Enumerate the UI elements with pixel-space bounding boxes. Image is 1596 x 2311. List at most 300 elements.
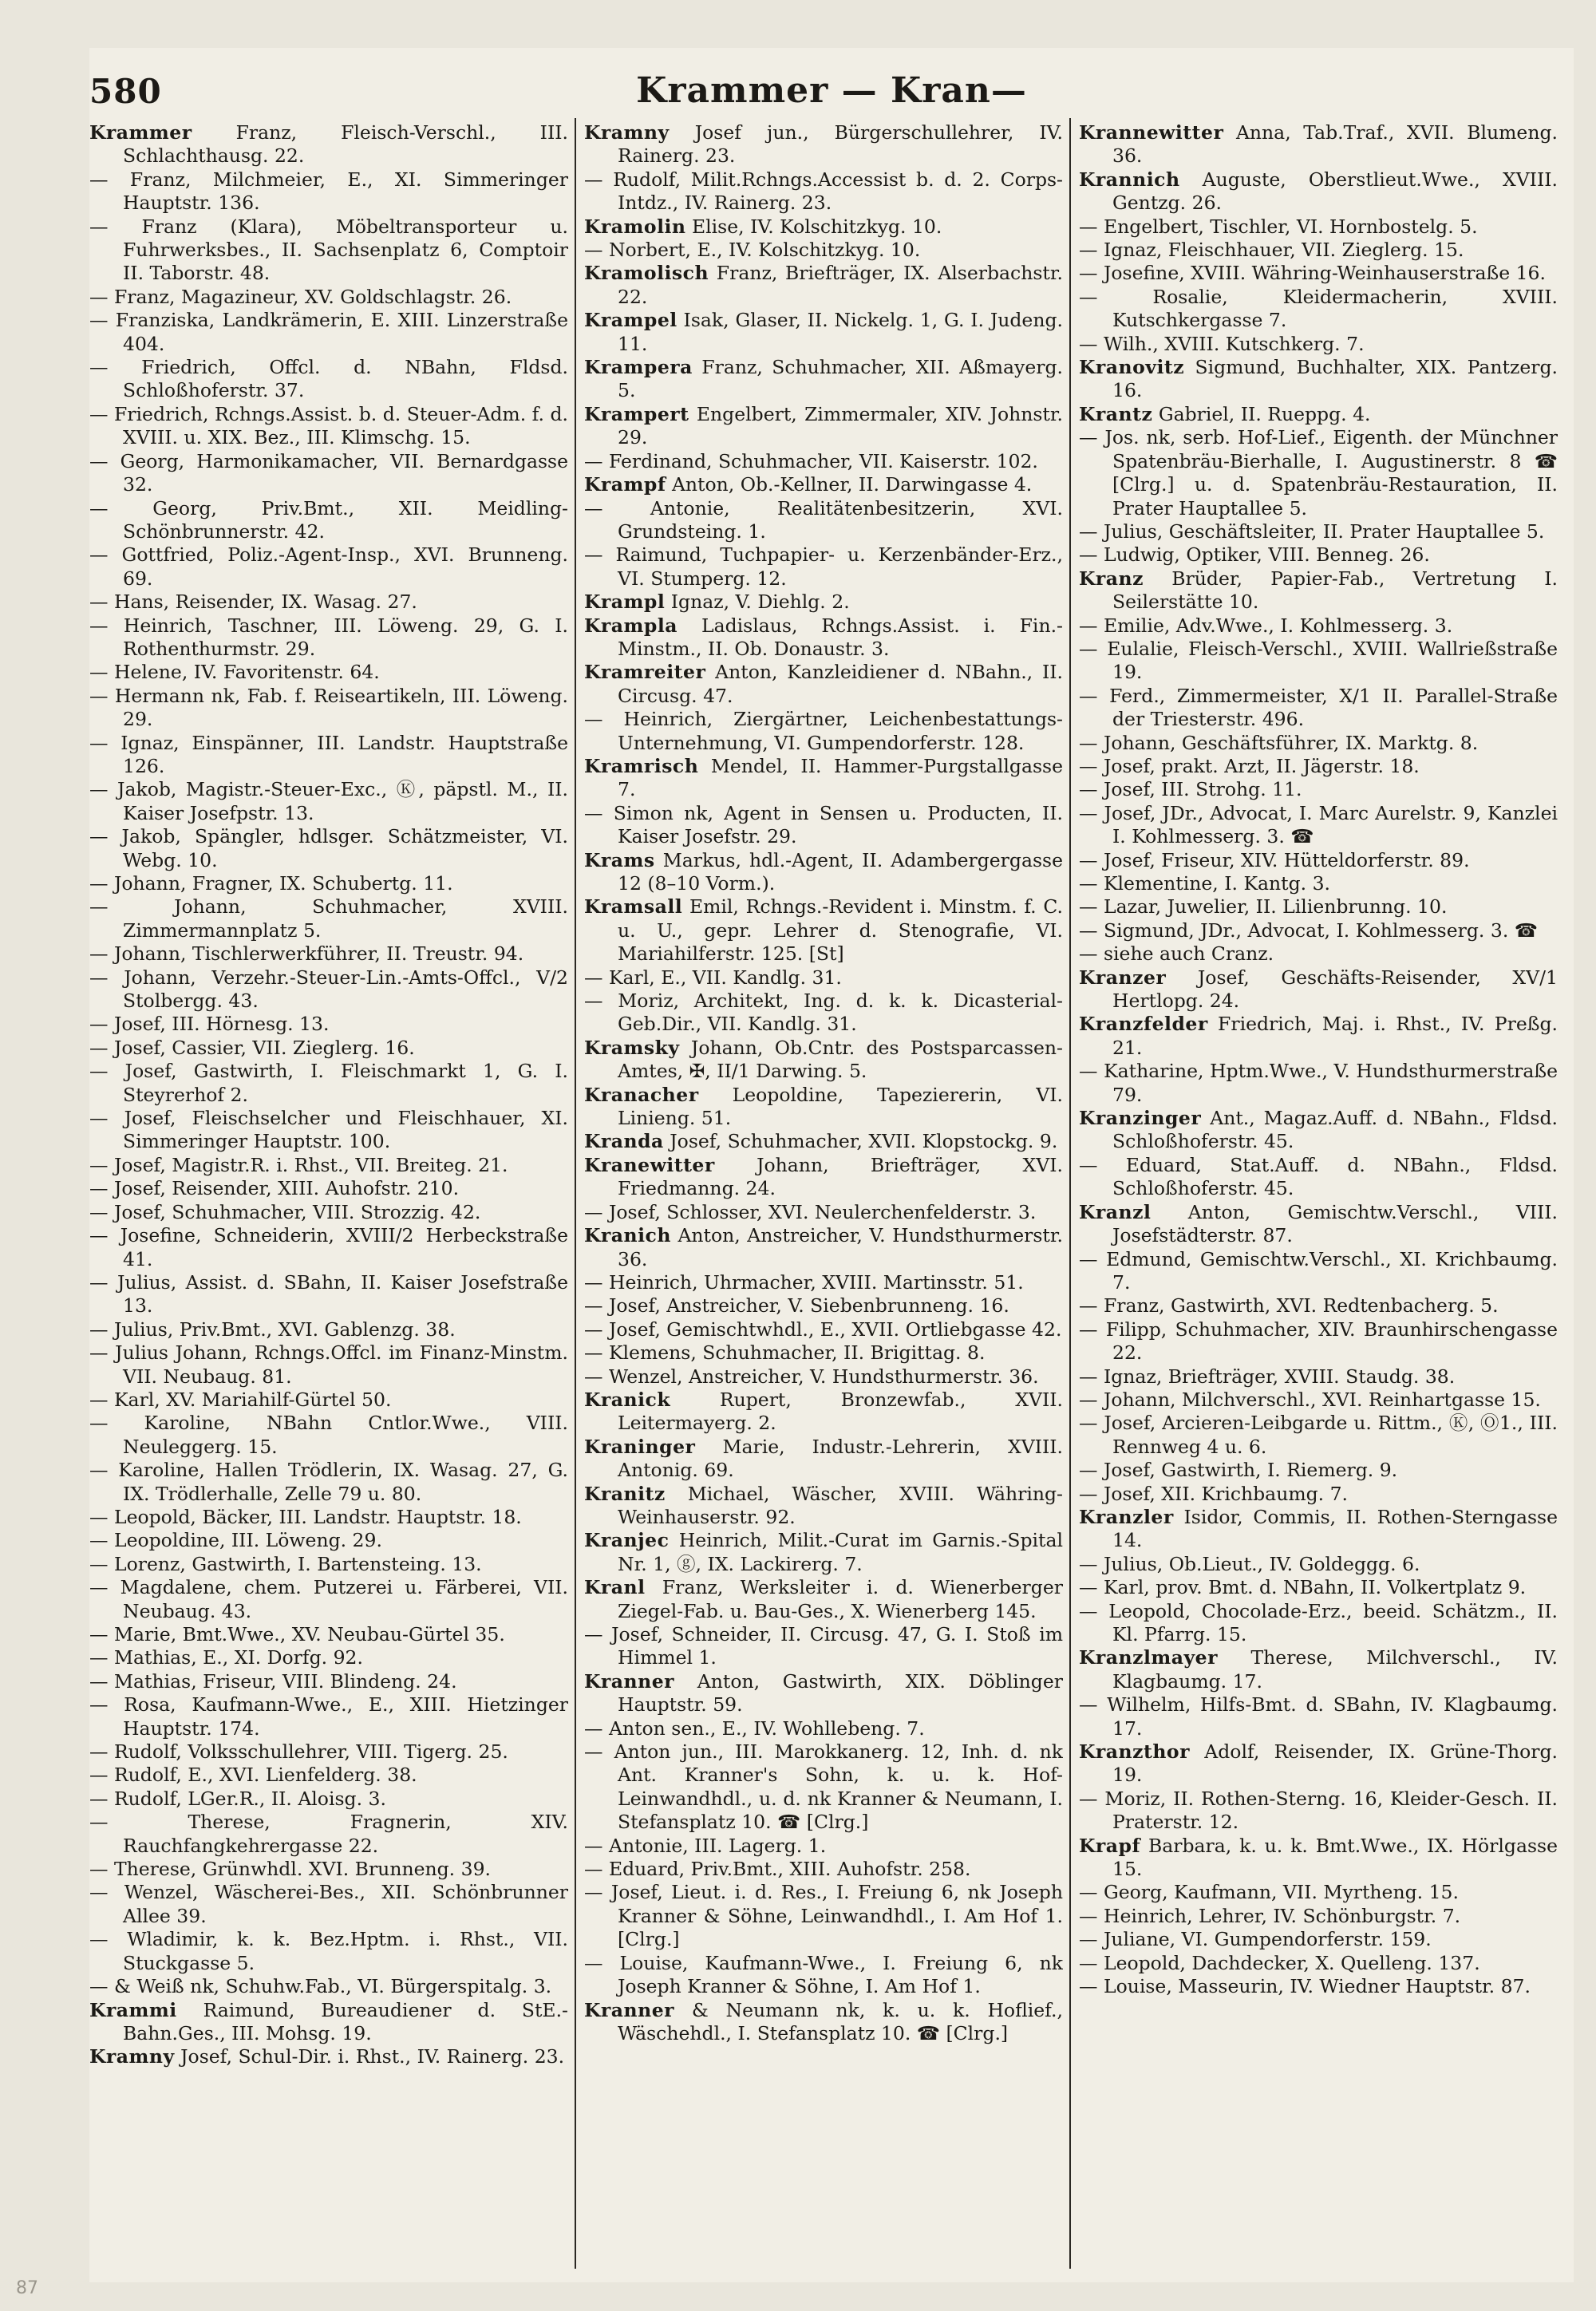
entry-details: — Johann, Fragner, IX. Schubertg. 11. (89, 872, 453, 895)
entry-details: — Josef, III. Hörnesg. 13. (89, 1013, 330, 1036)
entry-details: — Ferdinand, Schuhmacher, VII. Kaiserstr. 102. (584, 449, 1038, 472)
entry-surname: Kranitz (584, 1482, 666, 1505)
directory-entry (1079, 872, 1558, 895)
directory-entry (584, 262, 1063, 309)
entry-details: — Lorenz, Gastwirth, I. Bartensteing. 13. (89, 1552, 482, 1575)
directory-entry (89, 1341, 568, 1389)
directory-entry (584, 1881, 1063, 1951)
entry-details: — Josefine, Schneiderin, XVIII/2 Herbeckstraße 41. (89, 1224, 568, 1270)
directory-entry (1079, 1248, 1558, 1295)
entry-surname: Kranzl (1079, 1200, 1152, 1223)
entry-surname: Kranzinger (1079, 1107, 1202, 1130)
entry-details: — Julius Johann, Rchngs.Offcl. im Finanz-Minstm. VII. Neubaug. 81. (89, 1341, 568, 1388)
entry-surname: Kramny (89, 2045, 175, 2068)
entry-details: — Josef, Schlosser, XVI. Neulerchenfelderstr. 3. (584, 1200, 1037, 1223)
entry-details: — Johann, Geschäftsführer, IX. Marktg. 8. (1079, 731, 1479, 754)
entry-surname: Kranzer (1079, 966, 1167, 989)
entry-surname: Kranzthor (1079, 1740, 1190, 1764)
entry-details: Ant., Magaz.Auff. d. NBahn., Fldsd. Schloßhoferstr. 45. (1112, 1107, 1558, 1153)
entry-details: — Ignaz, Einspänner, III. Landstr. Hauptstraße 126. (89, 731, 568, 777)
directory-entry (89, 1037, 568, 1060)
directory-entry (89, 825, 568, 872)
entry-details: Josef, Geschäfts-Reisender, XV/1 Hertlopg. 24. (1112, 966, 1558, 1013)
directory-entry (584, 473, 1063, 496)
entry-details: — Leopold, Dachdecker, X. Quelleng. 137. (1079, 1951, 1480, 1974)
entry-details: — Anton jun., III. Marokkanerg. 12, Inh. d. nk Ant. Kranner's Sohn, k. u. k. Hof-Leinwandhdl., u. d. nk Kranner & Neumann, I. Stefansplatz 10. ☎ [Clrg.] (584, 1740, 1063, 1834)
entry-surname: Kranewitter (584, 1153, 715, 1176)
entry-surname: Kranacher (584, 1083, 699, 1106)
entry-details: — Gottfried, Poliz.-Agent-Insp., XVI. Brunneng. 69. (89, 543, 568, 590)
entry-details: — Emilie, Adv.Wwe., I. Kohlmesserg. 3. (1079, 614, 1453, 637)
footer-mark: 87 (16, 2278, 38, 2298)
directory-entry (89, 778, 568, 825)
directory-entry (89, 1060, 568, 1107)
entry-details: — Juliane, VI. Gumpendorferstr. 159. (1079, 1928, 1432, 1951)
entry-surname: Kramny (584, 121, 670, 144)
directory-entry (1079, 239, 1558, 262)
directory-entry (1079, 286, 1558, 333)
entry-details: — Georg, Harmonikamacher, VII. Bernardgasse 32. (89, 449, 568, 496)
entry-details: — Johann, Milchverschl., XVI. Reinhartgasse 15. (1079, 1388, 1541, 1411)
directory-entry (89, 1318, 568, 1341)
entry-details: — Ignaz, Fleischhauer, VII. Zieglerg. 15. (1079, 239, 1464, 262)
directory-entry (584, 403, 1063, 450)
directory-entry (1079, 215, 1558, 239)
entry-details: — Josef, Friseur, XIV. Hütteldorferstr. 89. (1079, 848, 1470, 871)
entry-details: — Josef, Gastwirth, I. Fleischmarkt 1, G. I. Steyrerhof 2. (89, 1060, 568, 1106)
entry-details: Michael, Wäscher, XVIII. Währing-Weinhauserstr. 92. (618, 1482, 1063, 1528)
entry-surname: Krantz (1079, 402, 1153, 425)
entry-details: — Heinrich, Taschner, III. Löweng. 29, G. I. Rothenthurmstr. 29. (89, 614, 568, 660)
directory-entry (89, 732, 568, 779)
directory-entry (1079, 1365, 1558, 1389)
entry-surname: Kranzfelder (1079, 1013, 1208, 1036)
entry-details: — Josef, JDr., Advocat, I. Marc Aurelstr. 9, Kanzlei I. Kohlmesserg. 3. ☎ (1079, 801, 1558, 848)
directory-entry (584, 708, 1063, 755)
entry-details: Anton, Kanzleidiener d. NBahn., II. Circusg. 47. (618, 661, 1063, 707)
entry-details: Brüder, Papier-Fab., Vertretung I. Seilerstätte 10. (1112, 567, 1558, 614)
entry-details: — Josef, Cassier, VII. Zieglerg. 16. (89, 1036, 415, 1059)
directory-entry (89, 1013, 568, 1036)
entry-surname: Krampla (584, 614, 678, 637)
entry-details: — Jos. nk, serb. Hof-Lief., Eigenth. der Münchner Spatenbräu-Bierhalle, I. Augustinerstr. 8 ☎ [Clrg.] u. d. Spatenbräu-Restauration, II. Prater Hauptallee 5. (1079, 426, 1558, 519)
entry-details: — Leopold, Chocolade-Erz., beeid. Schätzm., II. Kl. Pfarrg. 15. (1079, 1599, 1558, 1645)
directory-entry (89, 872, 568, 895)
entry-details: — Heinrich, Ziergärtner, Leichenbestattungs-Unternehmung, VI. Gumpendorferstr. 128. (584, 708, 1063, 754)
entry-details: Ignaz, V. Diehlg. 2. (670, 591, 850, 614)
entry-details: — Julius, Priv.Bmt., XVI. Gablenzg. 38. (89, 1317, 456, 1341)
entry-details: Franz, Schuhmacher, XII. Aßmayerg. 5. (618, 356, 1063, 402)
entry-details: — Josef, Gemischtwhdl., E., XVII. Ortliebgasse 42. (584, 1317, 1062, 1341)
entry-surname: Kramsky (584, 1036, 680, 1059)
directory-entry (1079, 333, 1558, 356)
directory-entry (1079, 262, 1558, 285)
entry-details: — Lazar, Juwelier, II. Lilienbrunng. 10. (1079, 895, 1448, 918)
directory-entry (89, 1623, 568, 1646)
entry-details: — Raimund, Tuchpapier- u. Kerzenbänder-Erz., VI. Stumperg. 12. (584, 543, 1063, 590)
entry-details: — Franz, Magazineur, XV. Goldschlagstr. 26. (89, 285, 512, 308)
entry-details: — Antonie, Realitätenbesitzerin, XVI. Grundsteing. 1. (584, 496, 1063, 543)
directory-entry (584, 1154, 1063, 1201)
entry-details: — Moriz, II. Rothen-Sterng. 16, Kleider-Gesch. II. Praterstr. 12. (1079, 1787, 1558, 1834)
directory-entry (89, 215, 568, 286)
directory-entry (1079, 732, 1558, 755)
entry-details: — Engelbert, Tischler, VI. Hornbostelg. 5. (1079, 215, 1478, 238)
directory-entry (1079, 614, 1558, 638)
entry-details: — Georg, Kaufmann, VII. Myrtheng. 15. (1079, 1881, 1459, 1904)
directory-entry (1079, 966, 1558, 1013)
directory-entry (584, 1999, 1063, 2046)
directory-entry (1079, 1154, 1558, 1201)
directory-entry (1079, 1318, 1558, 1365)
directory-entry (1079, 1553, 1558, 1576)
entry-details: — Josef, prakt. Arzt, II. Jägerstr. 18. (1079, 754, 1420, 777)
directory-entry (584, 661, 1063, 708)
directory-entry (584, 591, 1063, 614)
directory-entry (89, 966, 568, 1013)
directory-entry (584, 543, 1063, 591)
entry-details: — Klemens, Schuhmacher, II. Brigittag. 8. (584, 1341, 986, 1365)
directory-entry (584, 121, 1063, 168)
directory-entry (89, 1224, 568, 1271)
entry-details: & Neumann nk, k. u. k. Hoflief., Wäschehdl., I. Stefansplatz 10. ☎ [Clrg.] (618, 1998, 1063, 2044)
directory-entry (1079, 1412, 1558, 1459)
directory-entry (1079, 1459, 1558, 1482)
directory-entry (1079, 1389, 1558, 1412)
entry-details: Engelbert, Zimmermaler, XIV. Johnstr. 29. (618, 402, 1063, 449)
entry-details: — Mathias, Friseur, VIII. Blindeng. 24. (89, 1669, 457, 1693)
entry-surname: Kranda (584, 1130, 664, 1153)
entry-surname: Kranovitz (1079, 356, 1185, 379)
directory-entry (89, 2045, 568, 2068)
entry-details: — Therese, Fragnerin, XIV. Rauchfangkehrergasse 22. (89, 1811, 568, 1857)
entry-surname: Kranich (584, 1224, 671, 1247)
entry-details: Josef, Schul-Dir. i. Rhst., IV. Rainerg. 23. (180, 2045, 565, 2068)
column-3 (1079, 121, 1558, 2268)
directory-entry (584, 849, 1063, 896)
directory-entry (584, 1201, 1063, 1224)
entry-details: — Antonie, III. Lagerg. 1. (584, 1834, 827, 1857)
entry-details: Anton, Ob.-Kellner, II. Darwingasse 4. (671, 473, 1033, 496)
directory-entry (89, 356, 568, 403)
directory-entry (89, 1201, 568, 1224)
directory-entry (1079, 1835, 1558, 1882)
entry-details: — Julius, Geschäftsleiter, II. Prater Hauptallee 5. (1079, 519, 1545, 543)
directory-entry (1079, 121, 1558, 168)
directory-entry (584, 1717, 1063, 1740)
directory-page (89, 48, 1574, 2282)
entry-details: Anton, Gemischtw.Verschl., VIII. Josefstädterstr. 87. (1112, 1200, 1558, 1247)
entry-details: — Karl, E., VII. Kandlg. 31. (584, 966, 842, 989)
entry-details: — Julius, Ob.Lieut., IV. Goldeggg. 6. (1079, 1552, 1420, 1575)
directory-entry (1079, 543, 1558, 567)
directory-entry (89, 1858, 568, 1881)
directory-entry (1079, 638, 1558, 685)
directory-entry (1079, 403, 1558, 426)
entry-details: — Josef, Anstreicher, V. Siebenbrunneng. 16. (584, 1294, 1009, 1317)
entry-details: — Rudolf, E., XVI. Lienfelderg. 38. (89, 1764, 417, 1787)
entry-details: — Leopoldine, III. Löweng. 29. (89, 1529, 382, 1552)
directory-entry (584, 450, 1063, 473)
directory-entry (89, 1506, 568, 1529)
directory-entry (584, 1623, 1063, 1670)
directory-entry (89, 895, 568, 942)
entry-details: — Josef, Reisender, XIII. Auhofstr. 210. (89, 1177, 460, 1200)
directory-entry (89, 1999, 568, 2046)
directory-entry (584, 1952, 1063, 1999)
directory-entry (1079, 1576, 1558, 1599)
directory-entry (1079, 778, 1558, 801)
directory-entry (1079, 1881, 1558, 1904)
entry-details: — Klementine, I. Kantg. 3. (1079, 872, 1330, 895)
entry-details: Leopoldine, Tapeziererin, VI. Linieng. 51. (618, 1083, 1063, 1130)
entry-surname: Kranner (584, 1669, 675, 1693)
entry-details: Sigmund, Buchhalter, XIX. Pantzerg. 16. (1112, 356, 1558, 402)
directory-entry (1079, 1600, 1558, 1647)
entry-details: — Edmund, Gemischtw.Verschl., XI. Krichbaumg. 7. (1079, 1247, 1558, 1294)
directory-entry (89, 1740, 568, 1764)
entry-details: — Katharine, Hptm.Wwe., V. Hundsthurmerstraße 79. (1079, 1060, 1558, 1106)
directory-entry (584, 1858, 1063, 1881)
directory-entry (1079, 849, 1558, 872)
directory-entry (89, 450, 568, 497)
entry-details: — Mathias, E., XI. Dorfg. 92. (89, 1646, 363, 1669)
directory-entry (584, 1271, 1063, 1294)
entry-surname: Kranick (584, 1388, 671, 1411)
entry-surname: Kramreiter (584, 661, 706, 684)
directory-entry (584, 1389, 1063, 1436)
entry-details: — Sigmund, JDr., Advocat, I. Kohlmesserg. 3. ☎ (1079, 918, 1539, 942)
directory-entry (584, 1835, 1063, 1858)
entry-surname: Kranz (1079, 567, 1144, 590)
entry-surname: Kranzlmayer (1079, 1646, 1218, 1669)
entry-surname: Krammer (89, 121, 192, 144)
directory-entry (89, 1177, 568, 1200)
directory-entry (584, 1670, 1063, 1717)
entry-details: — & Weiß nk, Schuhw.Fab., VI. Bürgerspitalg. 3. (89, 1975, 552, 1998)
entry-details: — Josef, Fleischselcher und Fleischhauer, XI. Simmeringer Hauptstr. 100. (89, 1107, 568, 1153)
directory-entry (1079, 1294, 1558, 1317)
entry-details: — Rudolf, Milit.Rchngs.Accessist b. d. 2. Corps-Intdz., IV. Rainerg. 23. (584, 168, 1063, 215)
entry-details: — Therese, Grünwhdl. XVI. Brunneng. 39. (89, 1858, 491, 1881)
entry-details: — Rosa, Kaufmann-Wwe., E., XIII. Hietzinger Hauptstr. 174. (89, 1693, 568, 1740)
entry-details: Franz, Briefträger, IX. Alserbachstr. 22. (618, 262, 1063, 308)
entry-details: Anton, Gastwirth, XIX. Döblinger Hauptstr. 59. (618, 1669, 1063, 1716)
entry-details: — Rosalie, Kleidermacherin, XVIII. Kutschkergasse 7. (1079, 285, 1558, 332)
directory-entry (1079, 1693, 1558, 1740)
entry-details: — Josef, Schneider, II. Circusg. 47, G. I. Stoß im Himmel 1. (584, 1623, 1063, 1669)
directory-entry (584, 1084, 1063, 1131)
page-number: 580 (89, 72, 162, 111)
entry-details: Anton, Anstreicher, V. Hundsthurmerstr. 36. (618, 1224, 1063, 1270)
entry-details: Heinrich, Milit.-Curat im Garnis.-Spital Nr. 1, ⓖ, IX. Lackirerg. 7. (618, 1529, 1063, 1575)
directory-entry (584, 1037, 1063, 1084)
directory-entry (584, 990, 1063, 1037)
directory-entry (89, 1553, 568, 1576)
entry-details: — Jakob, Magistr.-Steuer-Exc., Ⓚ, päpstl. M., II. Kaiser Josefpstr. 13. (89, 778, 568, 824)
directory-entry (89, 1646, 568, 1669)
entry-surname: Krammi (89, 1998, 177, 2021)
entry-details: Josef, Schuhmacher, XVII. Klopstockg. 9. (670, 1130, 1058, 1153)
entry-details: — Ignaz, Briefträger, XVIII. Staudg. 38. (1079, 1365, 1456, 1388)
directory-entry (89, 614, 568, 662)
directory-entry (584, 1294, 1063, 1317)
entry-surname: Kramrisch (584, 754, 699, 777)
entry-details: Auguste, Oberstlieut.Wwe., XVIII. Gentzg. 26. (1112, 168, 1558, 215)
entry-details: — Karoline, NBahn Cntlor.Wwe., VIII. Neuleggerg. 15. (89, 1412, 568, 1458)
entry-details: — Anton sen., E., IV. Wohllebeng. 7. (584, 1716, 925, 1740)
directory-entry (89, 1788, 568, 1811)
entry-details: — Helene, IV. Favoritenstr. 64. (89, 661, 380, 684)
column-rule-1 (575, 118, 576, 2269)
entry-details: — Julius, Assist. d. SBahn, II. Kaiser Josefstraße 13. (89, 1270, 568, 1317)
entry-details: Anna, Tab.Traf., XVII. Blumeng. 36. (1112, 121, 1558, 168)
directory-entry (1079, 1788, 1558, 1835)
entry-details: — Josef, Gastwirth, I. Riemerg. 9. (1079, 1459, 1398, 1482)
entry-details: — Karoline, Hallen Trödlerin, IX. Wasag. 27, G. IX. Trödlerhalle, Zelle 79 u. 80. (89, 1459, 568, 1505)
entry-details: — Johann, Tischlerwerkführer, II. Treustr. 94. (89, 942, 524, 966)
directory-entry (89, 1459, 568, 1506)
entry-details: — Norbert, E., IV. Kolschitzkyg. 10. (584, 239, 921, 262)
directory-entry (584, 1365, 1063, 1389)
directory-entry (89, 685, 568, 732)
entry-details: — Filipp, Schuhmacher, XIV. Braunhirschengasse 22. (1079, 1317, 1558, 1365)
directory-entry (584, 966, 1063, 990)
entry-surname: Krampera (584, 356, 693, 379)
directory-entry (1079, 1928, 1558, 1951)
entry-details: — Louise, Kaufmann-Wwe., I. Freiung 6, nk Joseph Kranner & Söhne, I. Am Hof 1. (584, 1951, 1063, 1998)
entry-surname: Kranl (584, 1576, 646, 1599)
entry-details: — Heinrich, Uhrmacher, XVIII. Martinsstr. 51. (584, 1270, 1024, 1294)
directory-entry (584, 614, 1063, 662)
entry-details: Elise, IV. Kolschitzkyg. 10. (692, 215, 942, 238)
entry-details: Rupert, Bronzewfab., XVII. Leitermayerg. 2. (618, 1388, 1063, 1435)
directory-entry (1079, 919, 1558, 942)
entry-details: — Ferd., Zimmermeister, X/1 II. Parallel-Straße der Triesterstr. 496. (1079, 684, 1558, 731)
directory-entry (584, 895, 1063, 966)
entry-details: — Heinrich, Lehrer, IV. Schönburgstr. 7. (1079, 1904, 1461, 1927)
directory-entry (584, 755, 1063, 802)
directory-entry (1079, 356, 1558, 403)
entry-details: — Eulalie, Fleisch-Verschl., XVIII. Wallrießstraße 19. (1079, 637, 1558, 684)
directory-entry (89, 1529, 568, 1552)
directory-entry (584, 1529, 1063, 1576)
directory-entry (89, 1154, 568, 1177)
entry-details: — Josef, Lieut. i. d. Res., I. Freiung 6, nk Joseph Kranner & Söhne, Leinwandhdl., I. Am Hof 1. [Clrg.] (584, 1881, 1063, 1951)
directory-entry (89, 1811, 568, 1858)
directory-entry (584, 1740, 1063, 1835)
entry-details: Franz, Werksleiter i. d. Wienerberger Ziegel-Fab. u. Bau-Ges., X. Wienerberg 145. (618, 1576, 1063, 1622)
entry-surname: Krampf (584, 473, 666, 496)
directory-entry (584, 1576, 1063, 1623)
entry-details: Marie, Industr.-Lehrerin, XVIII. Antonig. 69. (618, 1435, 1063, 1482)
entry-surname: Krams (584, 848, 655, 871)
entry-details: — Rudolf, LGer.R., II. Aloisg. 3. (89, 1787, 386, 1810)
entry-details: — Wilh., XVIII. Kutschkerg. 7. (1079, 332, 1365, 355)
directory-entry (1079, 685, 1558, 732)
directory-entry (584, 215, 1063, 239)
directory-entry (1079, 1905, 1558, 1928)
entry-details: — Josef, Schuhmacher, VIII. Strozzig. 42. (89, 1200, 481, 1223)
entry-details: — Franz (Klara), Möbeltransporteur u. Fuhrwerksbes., II. Sachsenplatz 6, Comptoir II. Taborstr. 48. (89, 215, 568, 285)
column-rule-2 (1069, 118, 1071, 2269)
entry-details: — Georg, Priv.Bmt., XII. Meidling-Schönbrunnerstr. 42. (89, 496, 568, 543)
directory-entry (1079, 426, 1558, 520)
directory-entry (584, 1318, 1063, 1341)
entry-details: Gabriel, II. Rueppg. 4. (1158, 402, 1371, 425)
directory-entry (1079, 895, 1558, 918)
directory-entry (1079, 802, 1558, 849)
directory-entry (1079, 1740, 1558, 1788)
directory-entry (89, 1576, 568, 1623)
directory-entry (1079, 1646, 1558, 1693)
entry-details: — Moriz, Architekt, Ing. d. k. k. Dicasterial-Geb.Dir., VII. Kandlg. 31. (584, 990, 1063, 1036)
directory-entry (89, 309, 568, 356)
entry-details: — Franz, Gastwirth, XVI. Redtenbacherg. 5. (1079, 1294, 1499, 1317)
directory-entry (584, 1130, 1063, 1153)
directory-entry (1079, 1483, 1558, 1506)
directory-entry (1079, 168, 1558, 215)
entry-details: Johann, Briefträger, XVI. Friedmanng. 24. (618, 1153, 1063, 1200)
entry-details: — Friedrich, Rchngs.Assist. b. d. Steuer-Adm. f. d. XVIII. u. XIX. Bez., III. Klimschg. 15. (89, 402, 568, 449)
entry-details: — Simon nk, Agent in Sensen u. Producten, II. Kaiser Josefstr. 29. (584, 801, 1063, 848)
entry-surname: Kranjec (584, 1529, 670, 1552)
directory-entry (584, 802, 1063, 849)
entry-surname: Krapf (1079, 1834, 1141, 1857)
entry-details: — Josef, Arcieren-Leibgarde u. Rittm., Ⓚ, Ⓞ1., III. Rennweg 4 u. 6. (1079, 1412, 1558, 1458)
entry-details: — Leopold, Bäcker, III. Landstr. Hauptstr. 18. (89, 1505, 522, 1528)
directory-entry (89, 497, 568, 544)
entry-details: — Josef, III. Strohg. 11. (1079, 778, 1302, 801)
directory-entry (89, 1881, 568, 1928)
directory-entry (584, 1224, 1063, 1271)
entry-surname: Kranzler (1079, 1505, 1174, 1528)
entry-details: — Franz, Milchmeier, E., XI. Simmeringer Hauptstr. 136. (89, 168, 568, 215)
directory-entry (89, 403, 568, 450)
entry-details: — Hans, Reisender, IX. Wasag. 27. (89, 591, 417, 614)
entry-details: — Louise, Masseurin, IV. Wiedner Hauptstr. 87. (1079, 1975, 1531, 1998)
entry-details: — Eduard, Stat.Auff. d. NBahn., Fldsd. Schloßhoferstr. 45. (1079, 1153, 1558, 1200)
entry-details: — Eduard, Priv.Bmt., XIII. Auhofstr. 258. (584, 1858, 971, 1881)
entry-details: Franz, Fleisch-Verschl., III. Schlachthausg. 22. (123, 121, 568, 168)
entry-details: — Karl, prov. Bmt. d. NBahn, II. Volkertplatz 9. (1079, 1576, 1527, 1599)
entry-surname: Kramsall (584, 895, 683, 918)
directory-entry (1079, 1107, 1558, 1154)
directory-entry (1079, 520, 1558, 543)
directory-entry (89, 661, 568, 684)
column-1 (89, 121, 568, 2268)
directory-entry (89, 1928, 568, 1975)
entry-surname: Krampert (584, 402, 689, 425)
entry-details: — Josefine, XVIII. Währing-Weinhauserstraße 16. (1079, 262, 1546, 285)
directory-entry (89, 543, 568, 591)
entry-details: Adolf, Reisender, IX. Grüne-Thorg. 19. (1112, 1740, 1558, 1787)
entry-surname: Krannich (1079, 168, 1180, 191)
entry-surname: Kramolin (584, 215, 686, 238)
entry-details: — Wilhelm, Hilfs-Bmt. d. SBahn, IV. Klagbaumg. 17. (1079, 1693, 1558, 1740)
directory-entry (584, 309, 1063, 356)
directory-entry (1079, 755, 1558, 778)
directory-entry (89, 1389, 568, 1412)
directory-entry (584, 168, 1063, 215)
directory-entry (89, 1670, 568, 1693)
directory-entry (89, 1764, 568, 1787)
entry-details: Isak, Glaser, II. Nickelg. 1, G. I. Judeng. 11. (618, 309, 1063, 355)
entry-details: Josef jun., Bürgerschullehrer, IV. Rainerg. 23. (618, 121, 1063, 168)
directory-entry (1079, 1060, 1558, 1107)
directory-entry (89, 286, 568, 309)
entry-details: — Marie, Bmt.Wwe., XV. Neubau-Gürtel 35. (89, 1623, 505, 1645)
